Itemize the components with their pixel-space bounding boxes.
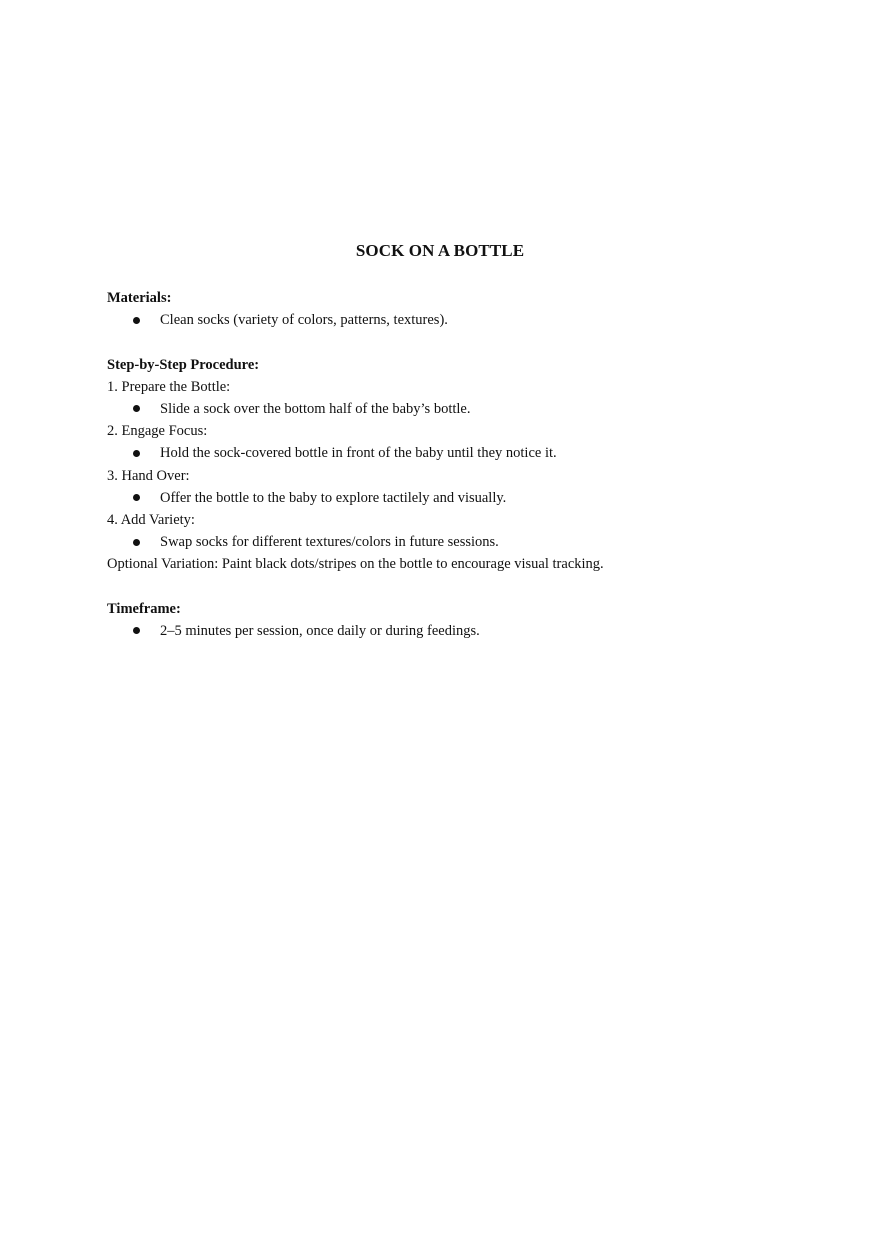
step-bullet-item [107, 531, 807, 553]
bullet-icon [133, 317, 140, 324]
step-label: 2. Engage Focus: [107, 423, 208, 440]
section-spacer [107, 575, 807, 597]
step-label: 3. Hand Over: [107, 467, 190, 484]
step-bullet-item [107, 487, 807, 509]
materials-list-item [107, 309, 807, 331]
materials-item-text: Clean socks (variety of colors, patterns, textures). [160, 312, 448, 329]
section-spacer [107, 331, 807, 353]
timeframe-heading: Timeframe: [107, 600, 181, 617]
procedure-heading: Step-by-Step Procedure: [107, 356, 260, 373]
document-body [107, 287, 807, 642]
timeframe-item-text: 2–5 minutes per session, once daily or during feedings. [160, 622, 480, 639]
optional-variation: Optional Variation: Paint black dots/stripes on the bottle to encourage visual tracking. [107, 556, 604, 573]
step-bullet-item [107, 442, 807, 464]
step-bullet-text: Slide a sock over the bottom half of the baby’s bottle. [160, 400, 471, 417]
step-bullet-item [107, 398, 807, 420]
step-bullet-text: Offer the bottle to the baby to explore tactilely and visually. [160, 489, 507, 506]
step-label: 1. Prepare the Bottle: [107, 378, 231, 395]
timeframe-list-item [107, 620, 807, 642]
step-bullet-text: Swap socks for different textures/colors in future sessions. [160, 534, 499, 551]
bullet-icon [133, 494, 140, 501]
bullet-icon [133, 405, 140, 412]
document-title: SOCK ON A BOTTLE [355, 241, 525, 260]
bullet-icon [133, 539, 140, 546]
bullet-icon [133, 627, 140, 634]
materials-heading: Materials: [107, 290, 172, 306]
step-bullet-text: Hold the sock-covered bottle in front of the baby until they notice it. [160, 445, 557, 462]
step-label: 4. Add Variety: [107, 511, 195, 528]
bullet-icon [133, 450, 140, 457]
